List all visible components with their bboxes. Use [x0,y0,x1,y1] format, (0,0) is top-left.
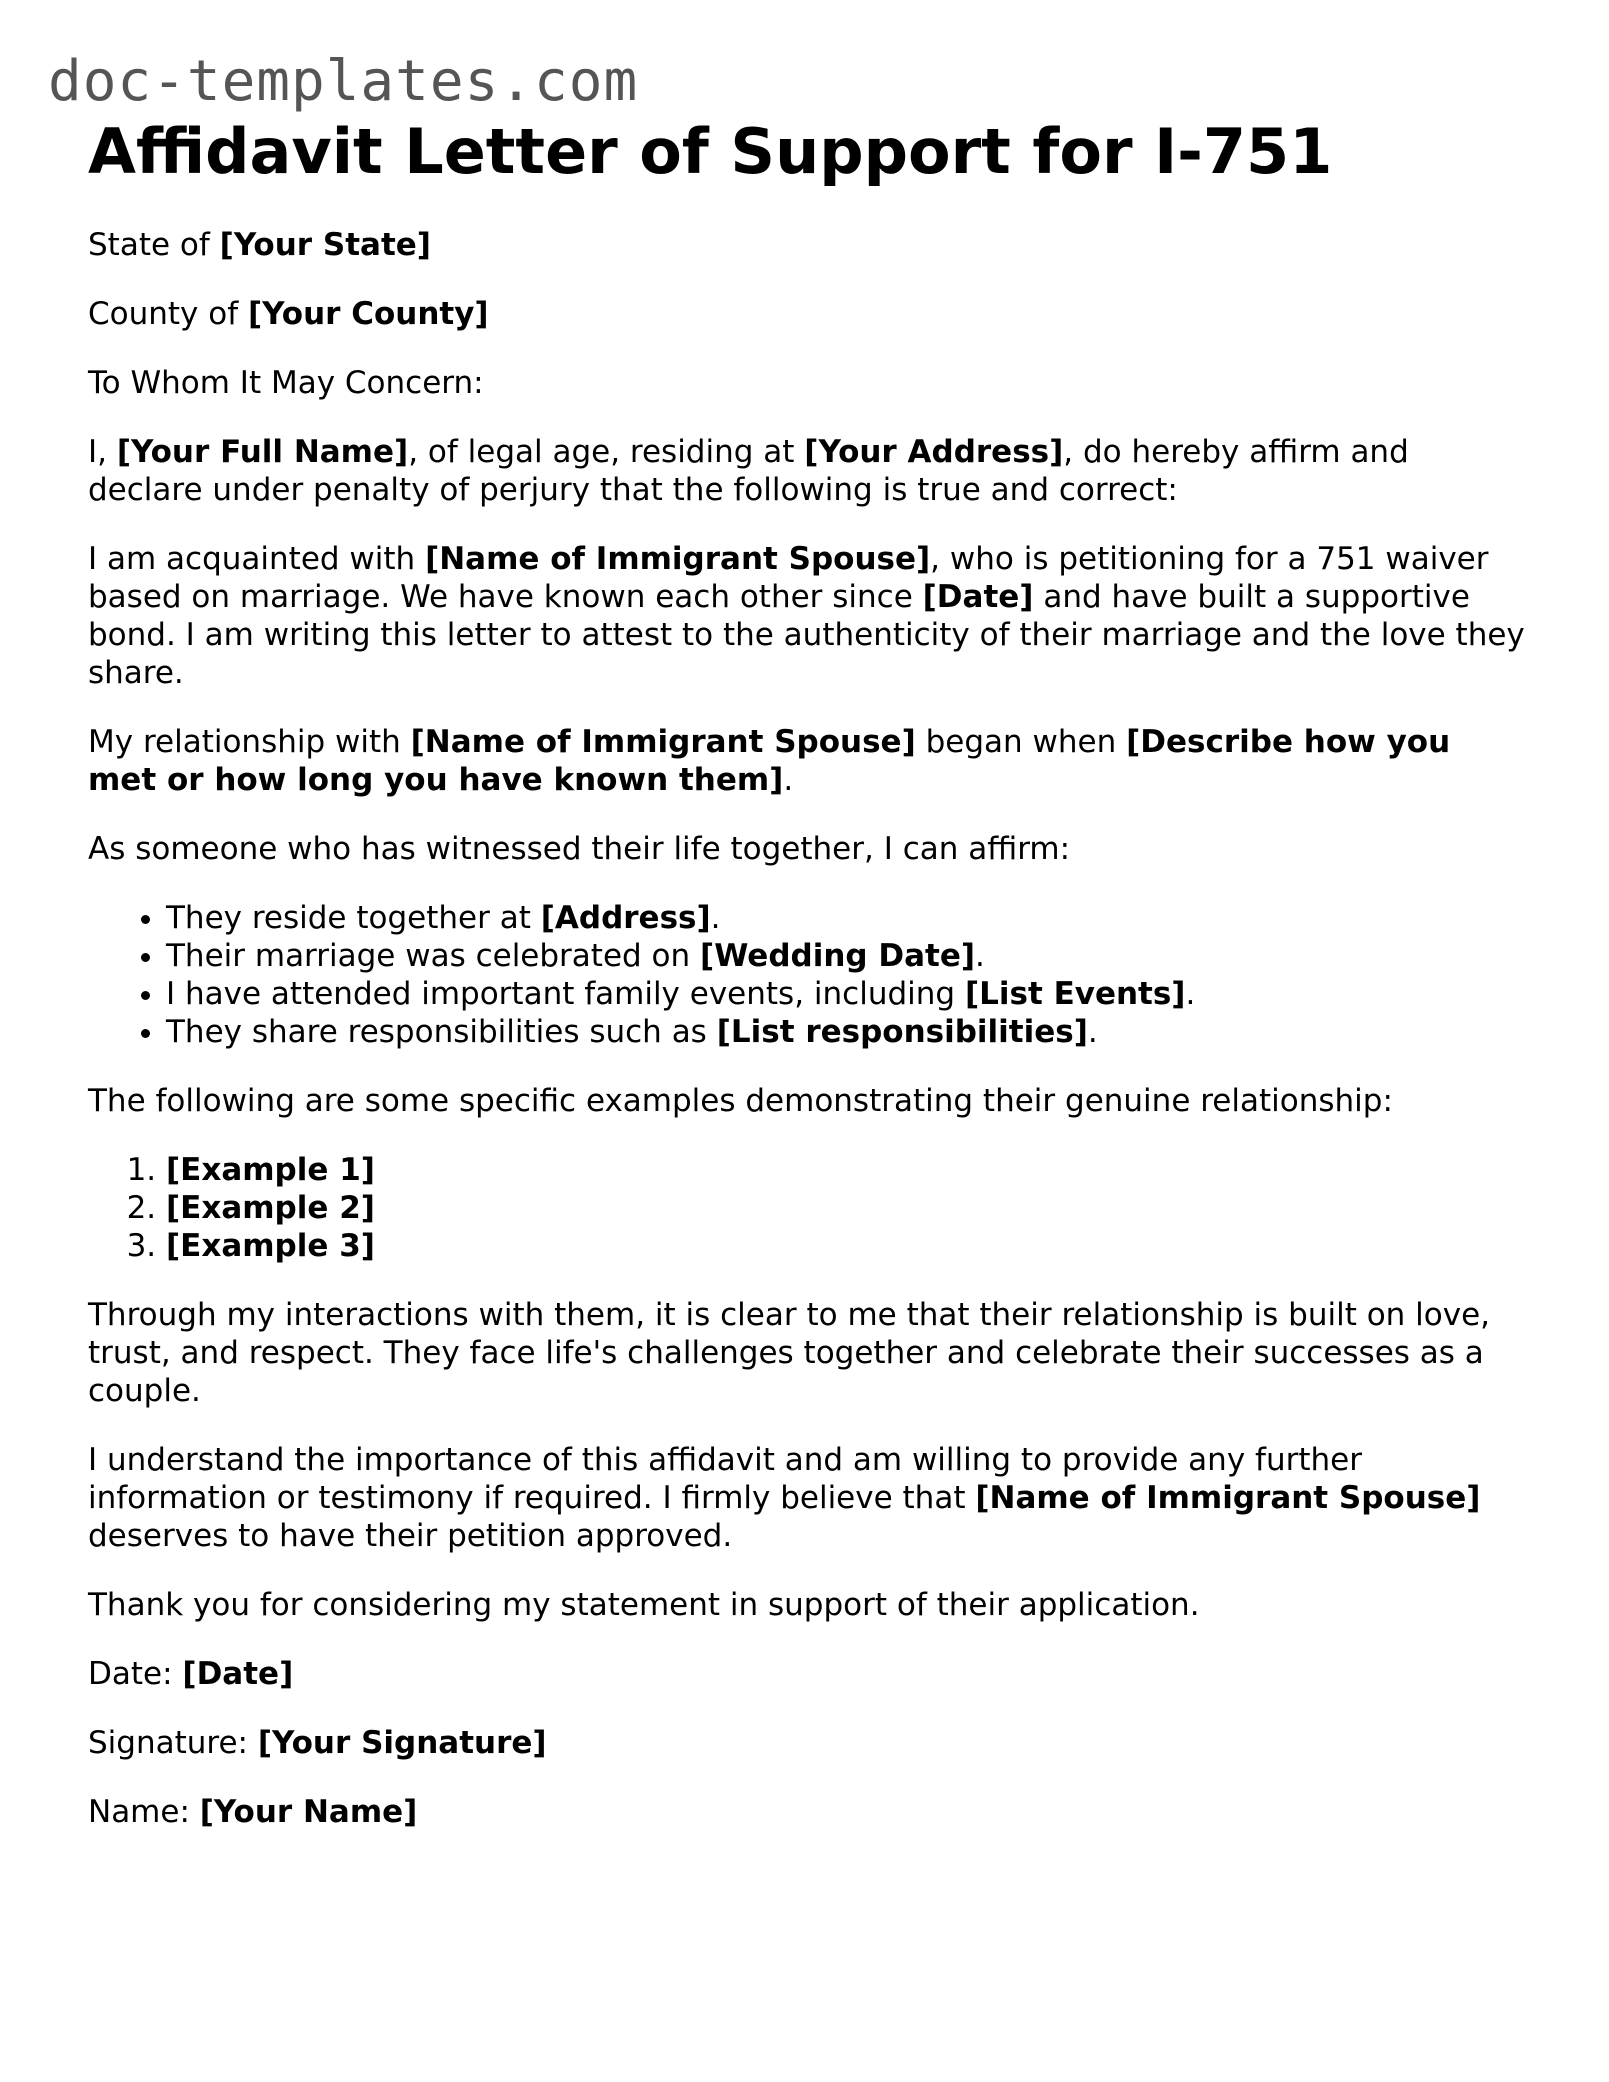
witness-intro: As someone who has witnessed their life together, I can affirm: [88,831,1071,867]
county-line [88,295,1528,333]
list-item-placeholder: [List responsibilities] [716,1014,1088,1050]
list-item-end: . [710,900,721,936]
importance-text-1: I understand the importance of this affidavit and am willing to provide any further information or testimony if required. I firmly believe that [88,1442,1362,1516]
relationship-text-2: began when [915,724,1127,760]
address-placeholder: [Your Address] [804,434,1064,470]
state-placeholder: [Your State] [219,227,431,263]
list-item-placeholder: [Address] [540,900,711,936]
declaration-paragraph [88,433,1528,509]
list-item [166,1189,1528,1227]
list-item-text: They reside together at [166,900,541,936]
affidavit-document [88,116,1528,1862]
list-item [166,1227,1528,1265]
acquaintance-paragraph [88,540,1528,692]
signature-placeholder: [Your Signature] [257,1725,547,1761]
list-item-end: . [1185,976,1196,1012]
name-placeholder: [Your Name] [199,1794,418,1830]
example-placeholder: [Example 3] [166,1228,375,1264]
date-label: Date: [88,1656,183,1692]
importance-text-2: deserves to have their petition approved. [88,1518,733,1554]
site-watermark: doc-templates.com [48,49,639,114]
thanks-paragraph: Thank you for considering my statement in support of their application. [88,1587,1200,1623]
relationship-paragraph [88,723,1528,799]
example-placeholder: [Example 1] [166,1152,375,1188]
list-item [166,1013,1528,1051]
list-item-end: . [975,938,985,974]
list-item [166,899,1528,937]
list-item-end: . [1087,1014,1098,1050]
full-name-placeholder: [Your Full Name] [116,434,409,470]
acquaintance-text-1: I am acquainted with [88,541,426,577]
county-label: County of [88,296,248,332]
declaration-text-2: , of legal age, residing at [408,434,805,470]
declaration-text-1: I, [88,434,117,470]
spouse-name-placeholder: [Name of Immigrant Spouse] [975,1480,1481,1516]
list-item [166,975,1528,1013]
interactions-paragraph: Through my interactions with them, it is clear to me that their relationship is built on love, trust, and respect. They face life's challenges together and celebrate their successes as a couple. [88,1297,1491,1409]
document-title: Affidavit Letter of Support for I-751 [88,115,1333,188]
signature-line [88,1724,1528,1762]
relationship-text-3: . [783,762,794,798]
examples-intro: The following are some specific examples demonstrating their genuine relationship: [88,1083,1393,1119]
declaration-text-3: , do hereby affirm and declare under penalty of perjury that the following is true and correct: [88,434,1409,508]
spouse-name-placeholder: [Name of Immigrant Spouse] [425,541,931,577]
signature-label: Signature: [88,1725,258,1761]
county-placeholder: [Your County] [248,296,489,332]
date-placeholder: [Date] [182,1656,294,1692]
importance-paragraph [88,1441,1528,1555]
acquaintance-text-3: and have built a supportive bond. I am writing this letter to attest to the authenticity of their marriage and the love they share. [88,579,1525,691]
name-label: Name: [88,1794,200,1830]
spouse-name-placeholder: [Name of Immigrant Spouse] [410,724,916,760]
examples-list [88,1151,1528,1265]
relationship-text-1: My relationship with [88,724,411,760]
list-item-text: I have attended important family events, including [166,976,965,1012]
list-item-text: Their marriage was celebrated on [166,938,701,974]
date-line [88,1655,1528,1693]
acquaintance-text-2: , who is petitioning for a 751 waiver based on marriage. We have known each other since [88,541,1489,615]
list-item [166,1151,1528,1189]
list-item-text: They share responsibilities such as [166,1014,717,1050]
list-item [166,937,1528,975]
salutation: To Whom It May Concern: [88,365,484,401]
state-line [88,226,1528,264]
name-line [88,1793,1528,1831]
affirmation-list [88,899,1528,1051]
state-label: State of [88,227,220,263]
how-met-placeholder: [Describe how you met or how long you have known them] [88,724,1451,798]
example-placeholder: [Example 2] [166,1190,375,1226]
list-item-placeholder: [List Events] [964,976,1186,1012]
known-since-date-placeholder: [Date] [922,579,1034,615]
list-item-placeholder: [Wedding Date] [700,938,976,974]
